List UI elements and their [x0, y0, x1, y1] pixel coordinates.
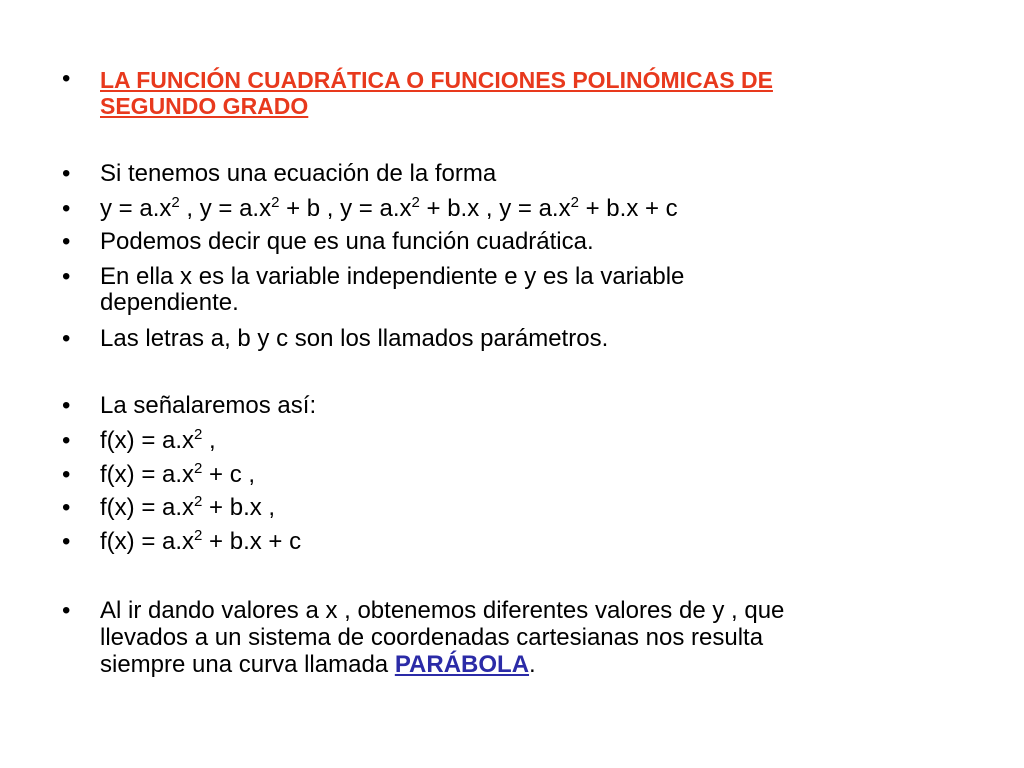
- bullet: •: [62, 427, 71, 454]
- conclusion-line-1: Al ir dando valores a x , obtenemos diferentes valores de y , que: [100, 597, 785, 624]
- exponent: 2: [411, 194, 420, 211]
- function-text: ,: [202, 427, 216, 454]
- function-text: f(x) = a.x: [100, 494, 195, 521]
- exponent: 2: [194, 493, 203, 510]
- bullet: •: [62, 392, 71, 419]
- exponent: 2: [194, 460, 203, 477]
- conclusion-text: siempre una curva llamada: [100, 651, 395, 678]
- bullet: •: [62, 528, 71, 555]
- equation-text: , y = a.x: [179, 195, 272, 222]
- bullet: •: [62, 461, 71, 488]
- function-item: [100, 529, 301, 558]
- function-text: + c ,: [202, 461, 256, 488]
- function-item: [100, 495, 275, 524]
- exponent: 2: [271, 194, 280, 211]
- function-text: f(x) = a.x: [100, 528, 195, 555]
- function-item: [100, 462, 255, 491]
- intro-text: Si tenemos una ecuación de la forma: [100, 160, 497, 187]
- notation-intro: La señalaremos así:: [100, 392, 317, 419]
- conclusion-text: .: [529, 651, 536, 678]
- conclusion-line-3: [100, 652, 536, 678]
- function-text: f(x) = a.x: [100, 461, 195, 488]
- bullet: •: [62, 65, 71, 92]
- bullet: •: [62, 597, 71, 624]
- heading-line-2: SEGUNDO GRADO: [100, 93, 309, 119]
- equation-text: + b.x + c: [578, 195, 678, 222]
- bullet: •: [62, 228, 71, 255]
- exponent: 2: [194, 426, 203, 443]
- equations-line: [100, 196, 678, 225]
- bullet: •: [62, 195, 71, 222]
- variables-line-1: En ella x es la variable independiente e y es la variable: [100, 263, 685, 290]
- equation-text: + b , y = a.x: [279, 195, 412, 222]
- variables-line-2: dependiente.: [100, 289, 239, 316]
- bullet: •: [62, 263, 71, 290]
- exponent: 2: [570, 194, 579, 211]
- function-text: f(x) = a.x: [100, 427, 195, 454]
- equation-text: y = a.x: [100, 195, 172, 222]
- parabola-term: PARÁBOLA: [394, 651, 530, 678]
- equation-text: + b.x , y = a.x: [419, 195, 571, 222]
- heading-line-1: LA FUNCIÓN CUADRÁTICA O FUNCIONES POLINÓMICAS DE: [100, 67, 773, 93]
- function-item: [100, 428, 216, 457]
- bullet: •: [62, 494, 71, 521]
- statement-text: Podemos decir que es una función cuadrática.: [100, 228, 594, 255]
- bullet: •: [62, 325, 71, 352]
- conclusion-line-2: llevados a un sistema de coordenadas cartesianas nos resulta: [100, 624, 764, 651]
- exponent: 2: [171, 194, 180, 211]
- bullet: •: [62, 160, 71, 187]
- exponent: 2: [194, 527, 203, 544]
- function-text: + b.x ,: [202, 494, 276, 521]
- parameters-text: Las letras a, b y c son los llamados parámetros.: [100, 325, 609, 352]
- function-text: + b.x + c: [202, 528, 302, 555]
